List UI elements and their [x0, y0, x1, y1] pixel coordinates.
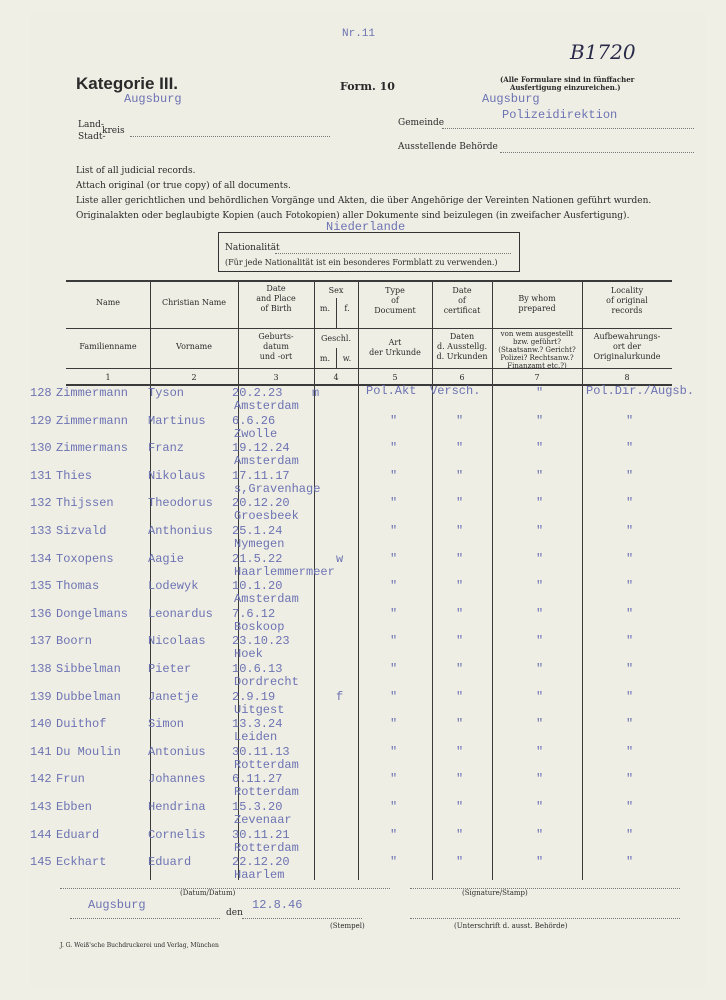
birth-date: 10.6.13: [232, 662, 283, 676]
header-geschl-w: w.: [342, 354, 352, 363]
row-number: 138: [30, 662, 52, 676]
ditto-by-whom: ": [536, 855, 544, 870]
birth-date: 23.10.23: [232, 634, 290, 649]
signature-line: [410, 888, 680, 889]
surname: Thomas: [56, 579, 100, 594]
ditto-locality: ": [626, 855, 634, 870]
ditto-type: ": [390, 800, 398, 814]
ditto-type: ": [390, 634, 398, 649]
first-name: Janetje: [148, 689, 199, 704]
header-christian: Christian Name: [161, 298, 227, 307]
birth-place: Rotterdam: [234, 757, 299, 772]
ditto-date: ": [456, 744, 464, 759]
nationality-line: [275, 253, 511, 254]
row-number: 134: [30, 551, 52, 566]
header-by-whom: By whom prepared: [518, 294, 556, 313]
ditto-date: ": [456, 441, 464, 456]
ditto-by-whom: ": [536, 772, 544, 787]
first-name: Cornelis: [148, 827, 206, 842]
header-geschl-m: m.: [319, 354, 331, 363]
row-number: 143: [30, 800, 52, 814]
ditto-type: ": [390, 717, 398, 732]
header-familienname: Familienname: [79, 342, 137, 351]
header-vorname: Vorname: [176, 342, 212, 351]
birth-date: 30.11.13: [232, 744, 290, 759]
surname: Toxopens: [56, 551, 114, 566]
ditto-locality: ": [626, 579, 634, 594]
header-von-wem: von wem ausgestellt bzw. geführt? (Staatsanw.? Gericht? Polizei? Rechtsanw.? Finanzamt etc.?): [498, 330, 576, 370]
sign-date: 12.8.46: [252, 898, 303, 912]
sex-mark: m: [312, 386, 320, 400]
ditto-locality: ": [626, 772, 634, 787]
ditto-date: ": [456, 827, 464, 842]
gemeinde-label: Gemeinde: [398, 118, 445, 128]
nationality-box: [218, 232, 520, 272]
nationality-label: Nationalität: [225, 243, 280, 253]
ditto-locality: ": [626, 551, 634, 566]
ditto-locality: ": [626, 689, 634, 704]
row-number: 135: [30, 579, 52, 594]
first-name: Tyson: [148, 386, 185, 400]
birth-date: 21.5.22: [232, 551, 283, 566]
ditto-type: ": [390, 441, 398, 456]
ditto-type: ": [390, 772, 398, 787]
city-sign: Augsburg: [88, 898, 146, 912]
first-name: Simon: [148, 717, 185, 732]
birth-date: 30.11.21: [232, 827, 290, 842]
ditto-locality: ": [626, 441, 634, 456]
birth-place: Hoek: [234, 647, 263, 662]
ditto-by-whom: ": [536, 744, 544, 759]
signature-label: (Signature/Stamp): [462, 889, 528, 897]
ditto-locality: ": [626, 827, 634, 842]
first-name: Leonardus: [148, 606, 213, 621]
ditto-type: ": [390, 468, 398, 483]
stempel-label: (Stempel): [330, 922, 365, 930]
first-name: Lodewyk: [148, 579, 199, 594]
row-number: 142: [30, 772, 52, 787]
ditto-by-whom: ": [536, 551, 544, 566]
row-number: 137: [30, 634, 52, 649]
ditto-locality: ": [626, 662, 634, 676]
instructions: [76, 164, 706, 224]
birth-date: 19.12.24: [232, 441, 290, 456]
landkreis-line: [130, 136, 330, 137]
gemeinde-value: Augsburg: [482, 92, 540, 106]
ditto-locality: ": [626, 717, 634, 732]
form-label: Form. 10: [340, 80, 395, 93]
ditto-locality: ": [626, 744, 634, 759]
surname: Thijssen: [56, 496, 114, 511]
birth-place: Haarlemmermeer: [234, 564, 335, 579]
ditto-by-whom: ": [536, 606, 544, 621]
ditto-date: ": [456, 662, 464, 676]
ditto-type: ": [390, 496, 398, 511]
surname: Zimmermann: [56, 413, 129, 428]
row-number: 129: [30, 413, 52, 428]
header-locality: Locality of original records: [606, 286, 648, 315]
first-row-type: Pol.Akt: [366, 384, 417, 398]
surname: Thies: [56, 468, 93, 483]
ditto-type: ": [390, 827, 398, 842]
col-number-6: 6: [459, 373, 465, 382]
birth-date: 6.11.27: [232, 772, 283, 787]
surname: Du Moulin: [56, 744, 121, 759]
first-name: Johannes: [148, 772, 206, 787]
birth-place: Dordrecht: [234, 675, 299, 689]
behoerde-line: [500, 152, 694, 153]
ditto-locality: ": [626, 634, 634, 649]
ditto-locality: ": [626, 496, 634, 511]
form-note: [500, 76, 634, 92]
surname: Sizvald: [56, 524, 107, 538]
row-number: 145: [30, 855, 52, 870]
surname: Dongelmans: [56, 606, 129, 621]
ditto-by-whom: ": [536, 468, 544, 483]
birth-date: 13.3.24: [232, 717, 283, 732]
kategorie-title: Kategorie III.: [76, 74, 179, 93]
ditto-date: ": [456, 496, 464, 511]
birth-date: 7.6.12: [232, 606, 276, 621]
instruction-1: List of all judicial records.: [76, 166, 196, 176]
row-number: 130: [30, 441, 52, 456]
ditto-date: ": [456, 524, 464, 538]
handwritten-id: B1720: [570, 40, 636, 64]
birth-place: Haarlem: [234, 868, 285, 883]
ditto-type: ": [390, 579, 398, 594]
ditto-type: ": [390, 744, 398, 759]
birth-place: s,Gravenhage: [234, 481, 321, 496]
table-row: [30, 855, 706, 897]
ditto-type: ": [390, 662, 398, 676]
top-number: Nr.11: [342, 28, 376, 40]
ditto-by-whom: ": [536, 524, 544, 538]
records-table-body: [30, 376, 706, 886]
birth-place: Zevenaar: [234, 813, 292, 827]
ditto-locality: ": [626, 524, 634, 538]
ditto-locality: ": [626, 413, 634, 428]
birth-place: Amsterdam: [234, 592, 299, 607]
row-number: 139: [30, 689, 52, 704]
birth-place: Rotterdam: [234, 840, 299, 855]
birth-place: Amsterdam: [234, 399, 299, 413]
ditto-by-whom: ": [536, 579, 544, 594]
row-number: 133: [30, 524, 52, 538]
surname: Frun: [56, 772, 85, 787]
birth-date: 20.12.20: [232, 496, 290, 511]
first-name: Eduard: [148, 855, 192, 870]
first-name: Martinus: [148, 413, 206, 428]
ditto-type: ": [390, 606, 398, 621]
birth-place: Groesbeek: [234, 509, 299, 524]
birth-place: Uitgest: [234, 702, 285, 717]
birth-place: Leiden: [234, 730, 278, 745]
surname: Eckhart: [56, 855, 107, 870]
first-row-date: Versch.: [430, 384, 481, 398]
ditto-type: ": [390, 551, 398, 566]
ditto-date: ": [456, 772, 464, 787]
surname: Sibbelman: [56, 662, 121, 676]
printer-imprint: J. G. Weiß'sche Buchdruckerei und Verlag, München: [60, 942, 219, 949]
birth-date: 25.1.24: [232, 524, 283, 538]
date-label: (Datum/Datum): [180, 889, 236, 897]
ditto-type: ": [390, 524, 398, 538]
ditto-type: ": [390, 689, 398, 704]
den-label: den: [226, 908, 243, 918]
col-number-1: 1: [105, 373, 111, 382]
birth-place: Nymegen: [234, 537, 285, 551]
header-name: Name: [95, 298, 121, 307]
sex-mark: w: [336, 551, 344, 566]
form-note-line1: (Alle Formulare sind in fünffacher: [500, 75, 635, 84]
ditto-date: ": [456, 606, 464, 621]
landkreis-value: Augsburg: [124, 92, 182, 106]
header-art: Art der Urkunde: [369, 338, 421, 357]
surname: Dubbelman: [56, 689, 121, 704]
header-type: Type of Document: [374, 286, 416, 315]
ditto-locality: ": [626, 800, 634, 814]
form-page: [30, 12, 706, 988]
header-date-place: Date and Place of Birth: [256, 284, 296, 313]
birth-place: Rotterdam: [234, 785, 299, 800]
row-number: 132: [30, 496, 52, 511]
col-number-3: 3: [273, 373, 279, 382]
birth-date: 20.2.23: [232, 386, 283, 400]
first-name: Hendrina: [148, 800, 206, 814]
col-number-2: 2: [191, 373, 197, 382]
row-number: 144: [30, 827, 52, 842]
surname: Boorn: [56, 634, 93, 649]
behoerde-label: Ausstellende Behörde: [398, 142, 498, 152]
gemeinde-line: [442, 128, 694, 129]
kreis-label: kreis: [102, 126, 125, 136]
ditto-date: ": [456, 579, 464, 594]
ditto-type: ": [390, 413, 398, 428]
header-geschl: Geschl.: [321, 334, 351, 343]
col-number-5: 5: [392, 373, 398, 382]
birth-date: 2.9.19: [232, 689, 276, 704]
instruction-4: Originalakten oder beglaubigte Kopien (auch Fotokopien) aller Dokumente sind beizulegen (in zweifacher Ausfertigung).: [76, 211, 630, 221]
ditto-by-whom: ": [536, 717, 544, 732]
header-sex-m: m.: [319, 304, 331, 313]
nationality-value: Niederlande: [326, 220, 406, 234]
form-note-line2: Ausfertigung einzureichen.): [510, 83, 621, 92]
ditto-date: ": [456, 634, 464, 649]
first-name: Theodorus: [148, 496, 213, 511]
row-number: 140: [30, 717, 52, 732]
birth-date: 17.11.17: [232, 468, 290, 483]
ditto-date: ": [456, 800, 464, 814]
first-name: Pieter: [148, 662, 192, 676]
birth-place: Zwolle: [234, 426, 278, 441]
city-line: [70, 918, 220, 919]
instruction-2: Attach original (or true copy) of all documents.: [76, 181, 291, 191]
first-name: Nikolaus: [148, 468, 206, 483]
first-row-locality: Pol.Dir./Augsb.: [586, 384, 695, 398]
landkreis-label1: Land-: [78, 120, 104, 130]
row-number: 128: [30, 386, 52, 400]
ditto-type: ": [390, 855, 398, 870]
ditto-by-whom: ": [536, 413, 544, 428]
landkreis-label: [78, 120, 104, 130]
birth-place: Boskoop: [234, 619, 285, 634]
birth-date: 6.6.26: [232, 413, 276, 428]
ditto-date: ": [456, 551, 464, 566]
first-name: Antonius: [148, 744, 206, 759]
header-daten: Daten d. Ausstellg. d. Urkunden: [436, 332, 488, 361]
ditto-date: ": [456, 413, 464, 428]
birth-date: 10.1.20: [232, 579, 283, 594]
header-sex-f: f.: [344, 304, 350, 313]
ditto-by-whom: ": [536, 386, 544, 400]
ditto-locality: ": [626, 606, 634, 621]
ditto-by-whom: ": [536, 662, 544, 676]
row-number: 141: [30, 744, 52, 759]
den-line: [242, 918, 362, 919]
surname: Ebben: [56, 800, 93, 814]
header-geburtsdatum: Geburts- datum und -ort: [258, 332, 294, 361]
col-number-4: 4: [333, 373, 339, 382]
header-aufbewahrung: Aufbewahrungs- ort der Originalurkunde: [593, 332, 661, 361]
ditto-by-whom: ": [536, 800, 544, 814]
surname: Zimmermann: [56, 386, 129, 400]
surname: Duithof: [56, 717, 107, 732]
unterschrift-label: (Unterschrift d. ausst. Behörde): [454, 922, 568, 930]
ditto-by-whom: ": [536, 441, 544, 456]
behoerde-value: Polizeidirektion: [502, 108, 618, 122]
ditto-by-whom: ": [536, 496, 544, 511]
row-number: 136: [30, 606, 52, 621]
ditto-date: ": [456, 468, 464, 483]
col-number-7: 7: [534, 373, 540, 382]
first-name: Aagie: [148, 551, 185, 566]
nationality-note: (Für jede Nationalität ist ein besonderes Formblatt zu verwenden.): [225, 258, 498, 267]
date-line: [60, 888, 390, 889]
birth-place: Amsterdam: [234, 454, 299, 469]
instruction-3: Liste aller gerichtlichen und behördlichen Vorgänge und Akten, die über Angehörige der Vereinten Nationen geführt wurden.: [76, 196, 652, 206]
surname: Eduard: [56, 827, 100, 842]
sex-mark: f: [336, 689, 344, 704]
birth-date: 15.3.20: [232, 800, 283, 814]
ditto-date: ": [456, 717, 464, 732]
first-name: Anthonius: [148, 524, 213, 538]
ditto-by-whom: ": [536, 689, 544, 704]
col-number-8: 8: [624, 373, 630, 382]
ditto-by-whom: ": [536, 634, 544, 649]
row-number: 131: [30, 468, 52, 483]
header-sex: Sex: [328, 286, 344, 295]
first-name: Nicolaas: [148, 634, 206, 649]
first-name: Franz: [148, 441, 185, 456]
ditto-date: ": [456, 855, 464, 870]
ditto-date: ": [456, 689, 464, 704]
unterschrift-line: [410, 918, 680, 919]
surname: Zimmermans: [56, 441, 129, 456]
header-date-cert: Date of certificat: [443, 286, 481, 315]
ditto-by-whom: ": [536, 827, 544, 842]
stadt-label: Stadt-: [78, 132, 106, 142]
ditto-locality: ": [626, 468, 634, 483]
birth-date: 22.12.20: [232, 855, 290, 870]
